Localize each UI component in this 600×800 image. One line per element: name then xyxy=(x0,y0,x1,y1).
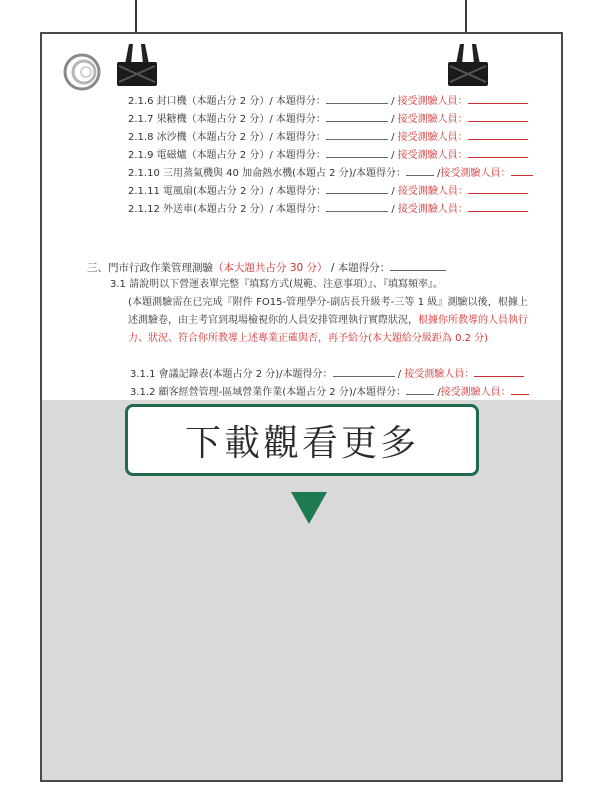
list-item: 3.1.1 會議記錄表(本題占分 2 分)/本題得分： / 接受測驗人員： xyxy=(130,368,524,382)
list-item: 2.1.6 封口機（本題占分 2 分）/ 本題得分： / 接受測驗人員： xyxy=(128,95,528,109)
list-item: 2.1.9 電磁爐（本題占分 2 分）/ 本題得分： / 接受測驗人員： xyxy=(128,149,528,163)
subsection-heading: 3.1 請說明以下營運表單完整『填寫方式(規範、注意事項）』、『填寫頻率』。 xyxy=(110,279,443,290)
download-more-button[interactable] xyxy=(125,404,479,476)
arrow-down-icon[interactable] xyxy=(291,492,327,524)
binder-clip-icon xyxy=(115,42,159,88)
list-item: 2.1.10 三用蒸氣機與 40 加侖熱水機(本題占 2 分)/本題得分： /接受測驗人員： xyxy=(128,167,533,181)
list-item: 2.1.12 外送車(本題占分 2 分）/ 本題得分： / 接受測驗人員： xyxy=(128,203,528,217)
list-item: 2.1.7 果糖機（本題占分 2 分）/ 本題得分： / 接受測驗人員： xyxy=(128,113,528,127)
list-item: 2.1.8 冰沙機（本題占分 2 分）/ 本題得分： / 接受測驗人員： xyxy=(128,131,528,145)
list-item: 2.1.11 電風扇(本題占分 2 分）/ 本題得分： / 接受測驗人員： xyxy=(128,185,528,199)
section-title: 三、門市行政作業管理測驗（本大題共占分 30 分） / 本題得分： xyxy=(87,260,446,275)
instruction-paragraph: (本題測驗需在已完成『附件 FO15-管理學分-副店長升級考-三等 1 級』測驗以後，根據上述測驗卷，由主考官到現場檢視你的人員安排管理執行實際狀況，根據你所教導的人員執行力、狀況、符合你所教導上述專業正確與否，再予給分(本大題給分級距為 0.2 分) xyxy=(128,297,528,344)
download-more-label: 下載觀看更多 xyxy=(184,422,419,464)
binder-clip-icon xyxy=(446,42,490,88)
list-item: 3.1.2 顧客經營管理-區域營業作業(本題占分 2 分)/本題得分： /接受測驗人員： xyxy=(130,386,529,400)
company-logo xyxy=(60,52,106,92)
